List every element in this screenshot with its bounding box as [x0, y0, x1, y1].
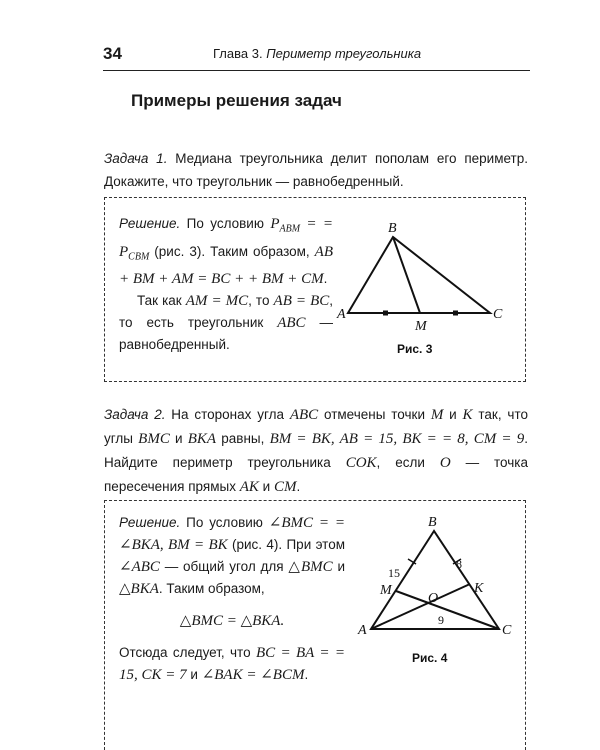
- label-b: B: [388, 221, 397, 236]
- sol2-text: . Таким образом,: [158, 581, 265, 596]
- task2-text: — точка пересечения прямых: [104, 455, 528, 494]
- triangle-abc: [371, 531, 499, 629]
- sol2-math: ∠BAK = ∠BCM: [201, 667, 305, 683]
- sol2-text: и: [332, 559, 346, 574]
- task-1: [104, 147, 528, 193]
- section-title: Примеры решения задач: [131, 91, 342, 110]
- sol1-sub: ABM: [279, 223, 301, 235]
- solution-2: [119, 512, 345, 686]
- sol1-text: — равнобедренный.: [119, 315, 333, 353]
- congruence-equation: △BMC = △BKA.: [179, 613, 285, 629]
- sol2-text: и: [186, 667, 202, 682]
- label-9: 9: [438, 613, 444, 627]
- task2-math: BM = BK, AB = 15, BK = = 8, CM = 9: [269, 431, 525, 447]
- task2-math: K: [462, 407, 473, 423]
- triangle-abc: [348, 237, 490, 313]
- label-m: M: [380, 583, 392, 598]
- header-rule: [103, 70, 530, 71]
- figure-3-caption: Рис. 3: [397, 342, 433, 356]
- task2-math: BKA: [187, 431, 217, 447]
- label-m: M: [415, 319, 427, 334]
- tick-mark: [453, 311, 458, 316]
- page-number: 34: [103, 44, 122, 63]
- label-k: K: [474, 581, 484, 596]
- sol1-sub: CBM: [128, 251, 150, 263]
- sol2-math: ∠ABC: [119, 559, 160, 575]
- label-15: 15: [388, 566, 400, 580]
- tick-mark: [383, 311, 388, 316]
- sol2-text: Отсюда следует, что: [119, 645, 256, 660]
- task-1-label: Задача 1.: [104, 151, 168, 166]
- label-c: C: [502, 623, 512, 638]
- task2-math: BMC: [138, 431, 170, 447]
- task2-text: . Найдите периметр треугольника: [104, 431, 528, 470]
- label-8: 8: [456, 557, 462, 571]
- task2-text: .: [296, 479, 301, 494]
- label-a: A: [337, 307, 346, 322]
- sol1-math: AM = MC: [185, 293, 249, 310]
- sol2-text: .: [304, 667, 309, 682]
- task2-math: CM: [273, 479, 297, 495]
- solution-1: [119, 213, 333, 356]
- sol1-text: По условию: [180, 216, 271, 231]
- page-header: [103, 44, 530, 70]
- sol2-math: △BKA: [119, 581, 159, 597]
- chapter-heading: [213, 46, 421, 61]
- task2-text: и: [443, 407, 463, 422]
- task2-text: , если: [376, 455, 440, 470]
- sol1-math: AB = BC: [273, 293, 330, 310]
- chapter-prefix: Глава 3.: [213, 46, 267, 61]
- task2-math: AK: [239, 479, 259, 495]
- task2-math: ABC: [289, 407, 319, 423]
- label-o: O: [428, 591, 439, 606]
- sol2-math: ∠BMC = = ∠BKA, BM = BK: [119, 515, 345, 553]
- sol1-math: ABC: [277, 315, 306, 332]
- task2-text: На сторонах угла: [165, 407, 290, 422]
- sol2-text: По условию: [180, 515, 269, 530]
- sol1-math: P: [270, 216, 280, 232]
- sol2-text: (рис. 4). При этом: [227, 537, 345, 552]
- task-2: [104, 403, 528, 499]
- sol2-math: BC = BA = = 15, CK = 7: [119, 645, 345, 683]
- solution-2-label: Решение.: [119, 515, 181, 530]
- task-2-label: Задача 2.: [104, 407, 166, 422]
- task2-text: так, что углы: [104, 407, 528, 446]
- task2-math: COK: [345, 455, 377, 471]
- task2-text: и: [169, 431, 188, 446]
- sol2-math: △BMC: [288, 559, 333, 575]
- task2-math: M: [430, 407, 444, 423]
- sol1-math: AB + BM + AM = BC + + BM + CM: [119, 243, 333, 288]
- task2-text: и: [258, 479, 274, 494]
- figure-3: [335, 215, 520, 365]
- sol1-math: = = P: [119, 216, 334, 260]
- figure-4: [352, 512, 517, 672]
- solution-1-label: Решение.: [119, 216, 181, 231]
- chapter-title: Периметр треугольника: [266, 46, 422, 61]
- sol1-text: (рис. 3). Таким образом,: [149, 243, 315, 259]
- task-1-text: Медиана треугольника делит пополам его периметр. Докажите, что треугольник — равнобедренный.: [104, 151, 528, 189]
- label-c: C: [493, 307, 503, 322]
- label-a: A: [358, 623, 367, 638]
- figure-4-caption: Рис. 4: [412, 651, 448, 665]
- sol1-text: Так как: [137, 293, 186, 309]
- task2-math: O: [439, 455, 451, 471]
- sol1-text: .: [323, 271, 328, 287]
- sol2-text: — общий угол для: [159, 559, 289, 574]
- sol1-text: , то: [248, 293, 274, 309]
- sol1-text: , то есть треугольник: [119, 293, 333, 331]
- label-b: B: [428, 515, 437, 530]
- task2-text: равны,: [216, 431, 270, 446]
- task2-text: отмечены точки: [318, 407, 431, 422]
